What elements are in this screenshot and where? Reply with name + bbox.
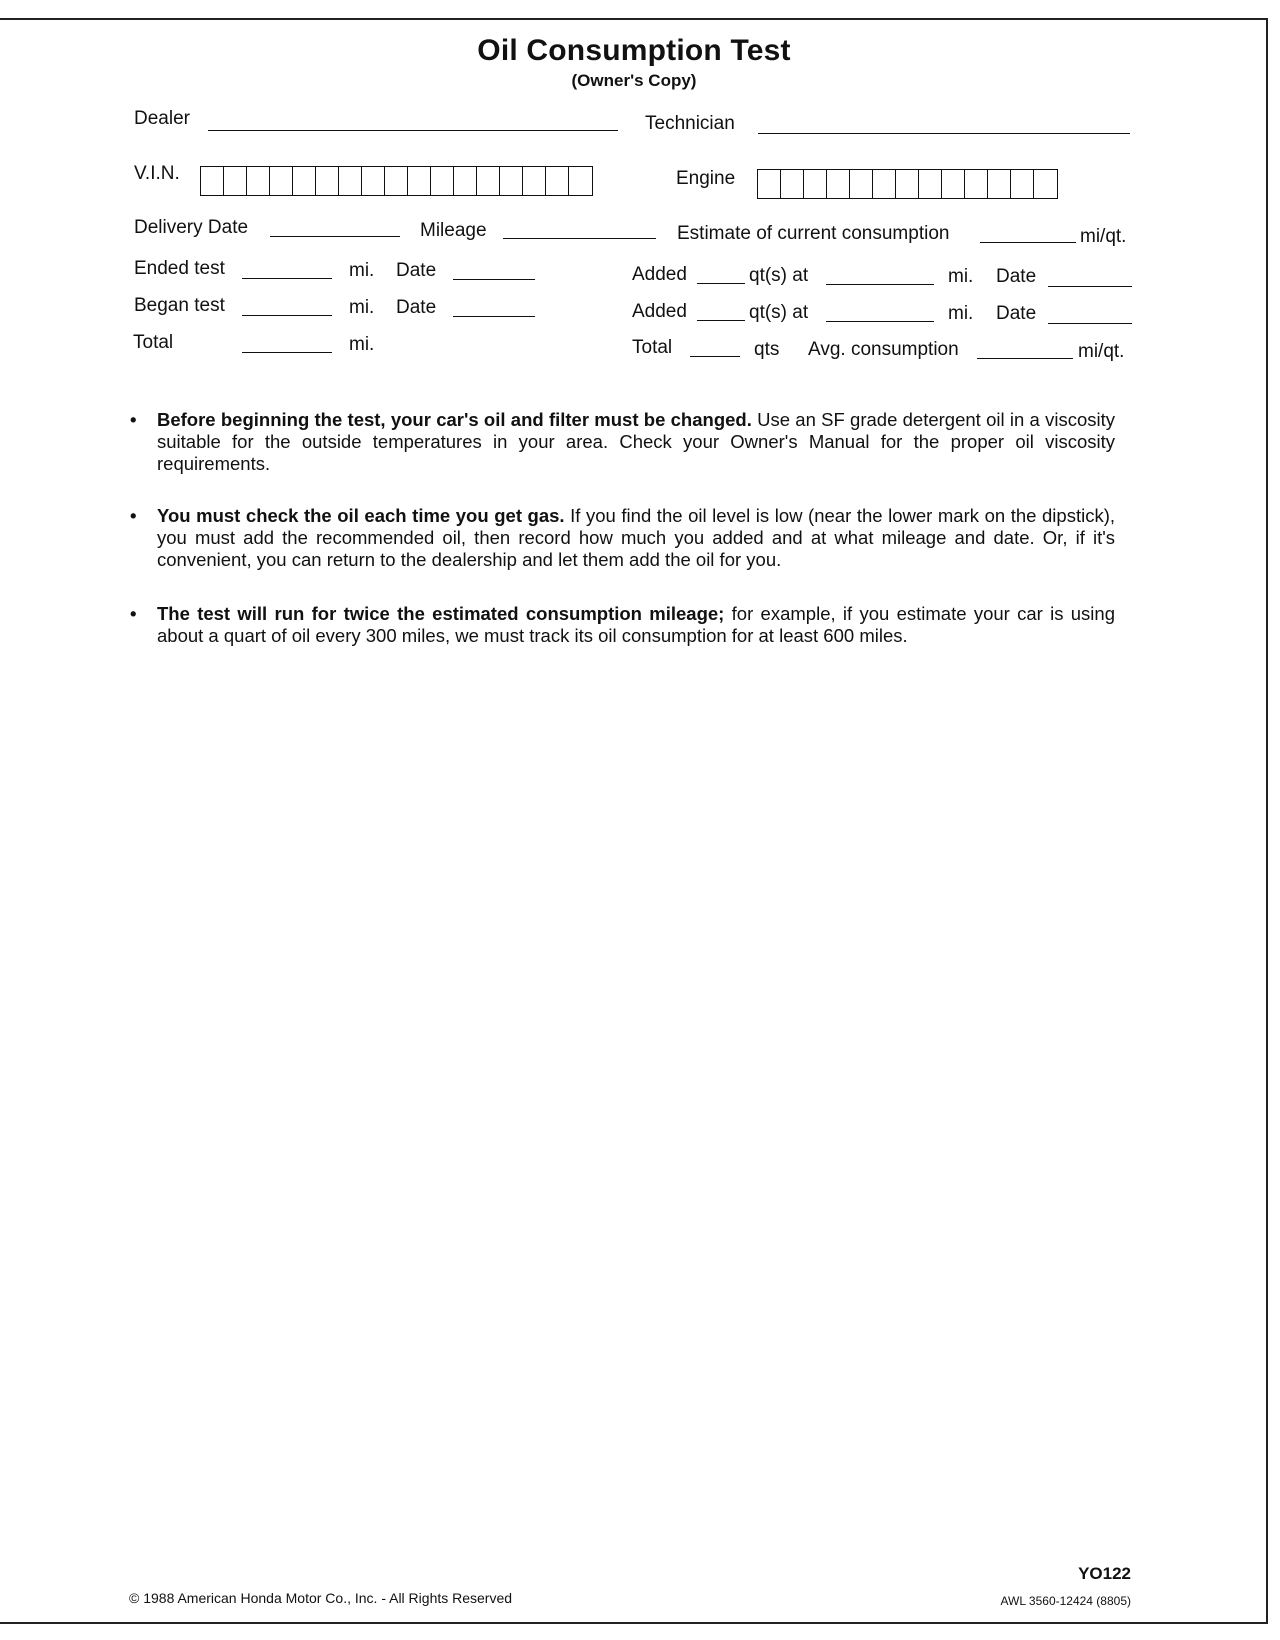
engine-box-field[interactable]	[757, 169, 1058, 199]
instruction-1-bold: Before beginning the test, your car's oil and filter must be changed.	[157, 409, 752, 430]
instruction-2-bold: You must check the oil each time you get gas.	[157, 505, 565, 526]
total-qts-field[interactable]	[690, 356, 740, 357]
mileage-label: Mileage	[420, 220, 487, 241]
began-test-date-label: Date	[396, 297, 437, 318]
copyright-notice: © 1988 American Honda Motor Co., Inc. - All Rights Reserved	[129, 1590, 513, 1606]
added-1-mileage-field[interactable]	[826, 284, 934, 285]
estimate-label: Estimate of current consumption	[677, 223, 950, 244]
ended-test-date-label: Date	[396, 260, 437, 281]
ended-test-mileage-field[interactable]	[242, 278, 332, 279]
bullet-icon: •	[130, 505, 137, 526]
added-2-qty-field[interactable]	[697, 320, 745, 321]
added-2-label: Added	[632, 301, 687, 322]
avg-consumption-label: Avg. consumption	[808, 339, 959, 360]
instruction-3-bold: The test will run for twice the estimated consumption mileage;	[157, 603, 725, 624]
added-2-date-label: Date	[996, 303, 1037, 324]
dealer-field[interactable]	[208, 130, 618, 131]
total-unit: mi.	[349, 334, 375, 355]
total-label: Total	[133, 332, 174, 353]
ended-test-unit: mi.	[349, 260, 375, 281]
vin-box-field[interactable]	[200, 166, 593, 196]
instruction-2-text: If you find the oil level is low (near the lower mark on the dipstick), you must add the recommended oil, then record how much you added and at what mileage and date. Or, if it's convenient, you can return to the dealership and let them add the oil for you.	[157, 505, 1115, 570]
estimate-field[interactable]	[980, 242, 1076, 243]
ended-test-label: Ended test	[134, 258, 225, 279]
instruction-2	[130, 505, 1115, 571]
instruction-3-text: for example, if you estimate your car is using about a quart of oil every 300 miles, we must track its oil consumption for at least 600 miles.	[157, 603, 1115, 646]
avg-consumption-field[interactable]	[977, 358, 1073, 359]
dealer-label: Dealer	[134, 108, 190, 129]
form-title: Oil Consumption Test	[477, 34, 791, 67]
part-number: AWL 3560-12424 (8805)	[1000, 1594, 1131, 1608]
ended-test-date-field[interactable]	[453, 279, 535, 280]
began-test-label: Began test	[134, 295, 225, 316]
added-2-mileage-field[interactable]	[826, 321, 934, 322]
delivery-date-label: Delivery Date	[134, 217, 249, 238]
technician-field[interactable]	[758, 133, 1130, 134]
total-qts-label: Total	[632, 337, 673, 358]
began-test-mileage-field[interactable]	[242, 315, 332, 316]
mileage-field[interactable]	[503, 238, 656, 239]
avg-consumption-unit: mi/qt.	[1078, 341, 1125, 362]
added-1-label: Added	[632, 264, 687, 285]
instruction-1-text: Use an SF grade detergent oil in a viscosity suitable for the outside temperatures in your area. Check your Owner's Manual for the proper oil viscosity requirements.	[157, 409, 1115, 474]
total-qts-unit: qts	[754, 339, 780, 360]
form-page	[0, 18, 1268, 1624]
instruction-3	[130, 603, 1115, 647]
added-1-qty-field[interactable]	[697, 283, 745, 284]
added-2-unit: mi.	[948, 303, 974, 324]
began-test-unit: mi.	[349, 297, 375, 318]
added-2-qts-at-label: qt(s) at	[749, 302, 809, 323]
added-1-qts-at-label: qt(s) at	[749, 265, 809, 286]
added-1-date-label: Date	[996, 266, 1037, 287]
instruction-1	[130, 409, 1115, 475]
bullet-icon: •	[130, 409, 137, 430]
total-mileage-field[interactable]	[242, 352, 332, 353]
added-2-date-field[interactable]	[1048, 323, 1132, 324]
delivery-date-field[interactable]	[270, 236, 400, 237]
engine-label: Engine	[676, 168, 736, 189]
vin-label: V.I.N.	[134, 163, 180, 184]
added-1-date-field[interactable]	[1048, 286, 1132, 287]
form-code: YO122	[1078, 1564, 1131, 1583]
added-1-unit: mi.	[948, 266, 974, 287]
estimate-unit: mi/qt.	[1080, 226, 1127, 247]
technician-label: Technician	[645, 113, 735, 134]
form-subtitle: (Owner's Copy)	[571, 71, 697, 90]
began-test-date-field[interactable]	[453, 316, 535, 317]
bullet-icon: •	[130, 603, 137, 624]
